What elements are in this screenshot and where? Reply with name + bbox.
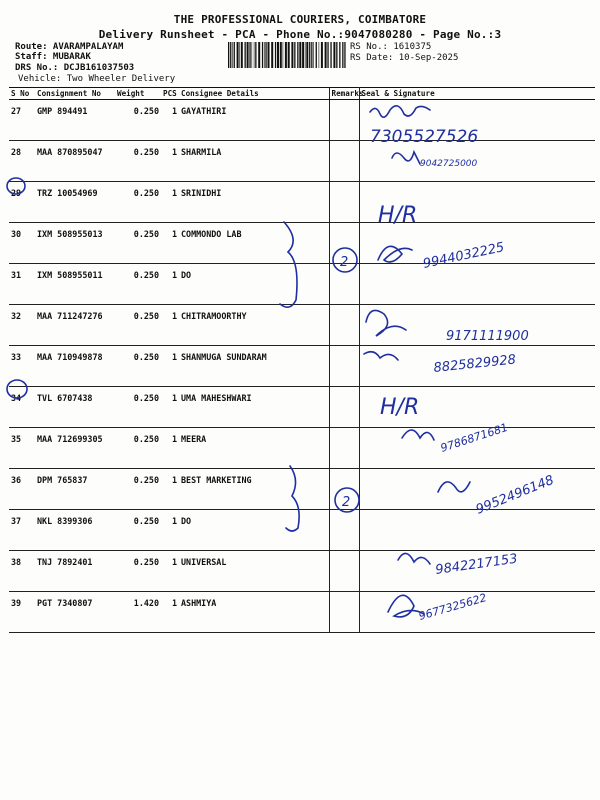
hw-row35: 9786871681	[438, 420, 510, 455]
cell-consignee: UMA MAHESHWARI	[179, 387, 329, 428]
cell-pcs: 1	[161, 100, 179, 141]
table-row	[9, 428, 595, 469]
table-header-row	[9, 88, 595, 100]
table-row	[9, 141, 595, 182]
cell-sno: 33	[9, 346, 35, 387]
table-row	[9, 182, 595, 223]
col-header-seal: Seal & Signature	[359, 88, 595, 100]
cell-pcs: 1	[161, 469, 179, 510]
cell-seal-signature	[359, 469, 595, 510]
hw-row32: 9171111900	[446, 329, 529, 344]
cell-remarks	[329, 469, 359, 510]
cell-weight: 0.250	[115, 141, 161, 182]
table-row	[9, 510, 595, 551]
cell-pcs: 1	[161, 223, 179, 264]
cell-consignee: DO	[179, 264, 329, 305]
cell-pcs: 1	[161, 551, 179, 592]
hw-row37: 9952496148	[473, 472, 557, 518]
cell-remarks	[329, 551, 359, 592]
cell-consignee: SHARMILA	[179, 141, 329, 182]
cell-consignment: GMP 894491	[35, 100, 115, 141]
cell-weight: 0.250	[115, 182, 161, 223]
cell-consignee: GAYATHIRI	[179, 100, 329, 141]
cell-weight: 0.250	[115, 469, 161, 510]
col-header-weight: Weight	[115, 88, 161, 100]
cell-weight: 0.250	[115, 264, 161, 305]
cell-consignment: TRZ 10054969	[35, 182, 115, 223]
table-row	[9, 346, 595, 387]
cell-seal-signature	[359, 428, 595, 469]
rs-number: RS No.: 1610375	[350, 42, 432, 52]
runsheet-title: Delivery Runsheet - PCA - Phone No.:9047080280 - Page No.:3	[98, 28, 502, 41]
cell-seal-signature	[359, 592, 595, 633]
cell-weight: 0.250	[115, 100, 161, 141]
drs-number: DRS No.: DCJB161037503	[15, 63, 135, 73]
cell-consignee: SHANMUGA SUNDARAM	[179, 346, 329, 387]
cell-remarks	[329, 346, 359, 387]
cell-consignment: DPM 765837	[35, 469, 115, 510]
table-row	[9, 305, 595, 346]
hw-count-2: 2	[342, 495, 351, 510]
cell-remarks	[329, 264, 359, 305]
hw-row31: 9944032225	[421, 240, 506, 272]
cell-consignment: MAA 711247276	[35, 305, 115, 346]
hw-row33: 8825829928	[432, 352, 517, 376]
cell-weight: 1.420	[115, 592, 161, 633]
cell-consignee: UNIVERSAL	[179, 551, 329, 592]
cell-pcs: 1	[161, 305, 179, 346]
cell-weight: 0.250	[115, 510, 161, 551]
cell-consignment: MAA 712699305	[35, 428, 115, 469]
cell-seal-signature	[359, 264, 595, 305]
cell-remarks	[329, 305, 359, 346]
cell-seal-signature	[359, 510, 595, 551]
cell-pcs: 1	[161, 346, 179, 387]
staff-label: Staff: MUBARAK	[15, 52, 91, 62]
cell-pcs: 1	[161, 141, 179, 182]
cell-consignment: MAA 870895047	[35, 141, 115, 182]
cell-sno: 35	[9, 428, 35, 469]
col-header-consignee: Consignee Details	[179, 88, 329, 100]
cell-pcs: 1	[161, 428, 179, 469]
cell-seal-signature	[359, 141, 595, 182]
cell-weight: 0.250	[115, 428, 161, 469]
hw-row39: 9677325622	[417, 591, 489, 623]
cell-consignee: ASHMIYA	[179, 592, 329, 633]
cell-weight: 0.250	[115, 346, 161, 387]
hw-row29: H/R	[378, 203, 418, 228]
cell-seal-signature	[359, 100, 595, 141]
table-row	[9, 551, 595, 592]
cell-consignee: COMMONDO LAB	[179, 223, 329, 264]
cell-sno: 29	[9, 182, 35, 223]
hw-row34: H/R	[380, 395, 420, 420]
cell-sno: 27	[9, 100, 35, 141]
cell-pcs: 1	[161, 182, 179, 223]
cell-seal-signature	[359, 551, 595, 592]
cell-sno: 31	[9, 264, 35, 305]
cell-sno: 38	[9, 551, 35, 592]
cell-sno: 28	[9, 141, 35, 182]
cell-remarks	[329, 428, 359, 469]
cell-remarks	[329, 141, 359, 182]
route-label: Route: AVARAMPALAYAM	[15, 42, 124, 52]
cell-sno: 37	[9, 510, 35, 551]
cell-weight: 0.250	[115, 551, 161, 592]
cell-consignee: BEST MARKETING	[179, 469, 329, 510]
col-header-pcs: PCS	[161, 88, 179, 100]
cell-remarks	[329, 223, 359, 264]
company-title: THE PROFESSIONAL COURIERS, COIMBATORE	[173, 13, 427, 26]
col-header-consignment: Consignment No	[35, 88, 115, 100]
cell-sno: 34	[9, 387, 35, 428]
cell-weight: 0.250	[115, 223, 161, 264]
hw-row28: 9042725000	[420, 159, 478, 169]
cell-consignment: TNJ 7892401	[35, 551, 115, 592]
cell-pcs: 1	[161, 592, 179, 633]
cell-remarks	[329, 387, 359, 428]
cell-consignee: MEERA	[179, 428, 329, 469]
barcode-image	[228, 42, 348, 68]
cell-seal-signature	[359, 223, 595, 264]
cell-sno: 39	[9, 592, 35, 633]
cell-consignment: IXM 508955011	[35, 264, 115, 305]
cell-pcs: 1	[161, 387, 179, 428]
cell-consignee: CHITRAMOORTHY	[179, 305, 329, 346]
table-row	[9, 387, 595, 428]
cell-weight: 0.250	[115, 387, 161, 428]
cell-consignment: IXM 508955013	[35, 223, 115, 264]
table-row	[9, 100, 595, 141]
cell-remarks	[329, 510, 359, 551]
vehicle-label: Vehicle: Two Wheeler Delivery	[18, 74, 176, 84]
cell-sno: 32	[9, 305, 35, 346]
rs-date: RS Date: 10-Sep-2025	[350, 53, 459, 63]
cell-pcs: 1	[161, 510, 179, 551]
cell-pcs: 1	[161, 264, 179, 305]
hw-row38: 9842217153	[434, 551, 519, 578]
cell-weight: 0.250	[115, 305, 161, 346]
hw-row27: 7305527526	[370, 127, 479, 147]
cell-sno: 30	[9, 223, 35, 264]
cell-consignment: NKL 8399306	[35, 510, 115, 551]
cell-consignment: PGT 7340807	[35, 592, 115, 633]
cell-consignment: MAA 710949878	[35, 346, 115, 387]
hw-count-1: 2	[340, 255, 349, 270]
col-header-sno: S No	[9, 88, 35, 100]
col-header-remarks: Remarks	[329, 88, 359, 100]
table-row	[9, 264, 595, 305]
table-row	[9, 592, 595, 633]
cell-sno: 36	[9, 469, 35, 510]
cell-remarks	[329, 182, 359, 223]
cell-consignment: TVL 6707438	[35, 387, 115, 428]
cell-remarks	[329, 592, 359, 633]
runsheet-table	[9, 87, 595, 633]
table-row	[9, 223, 595, 264]
cell-consignee: DO	[179, 510, 329, 551]
cell-consignee: SRINIDHI	[179, 182, 329, 223]
cell-seal-signature	[359, 305, 595, 346]
table-row	[9, 469, 595, 510]
cell-seal-signature	[359, 387, 595, 428]
cell-remarks	[329, 100, 359, 141]
cell-seal-signature	[359, 346, 595, 387]
cell-seal-signature	[359, 182, 595, 223]
